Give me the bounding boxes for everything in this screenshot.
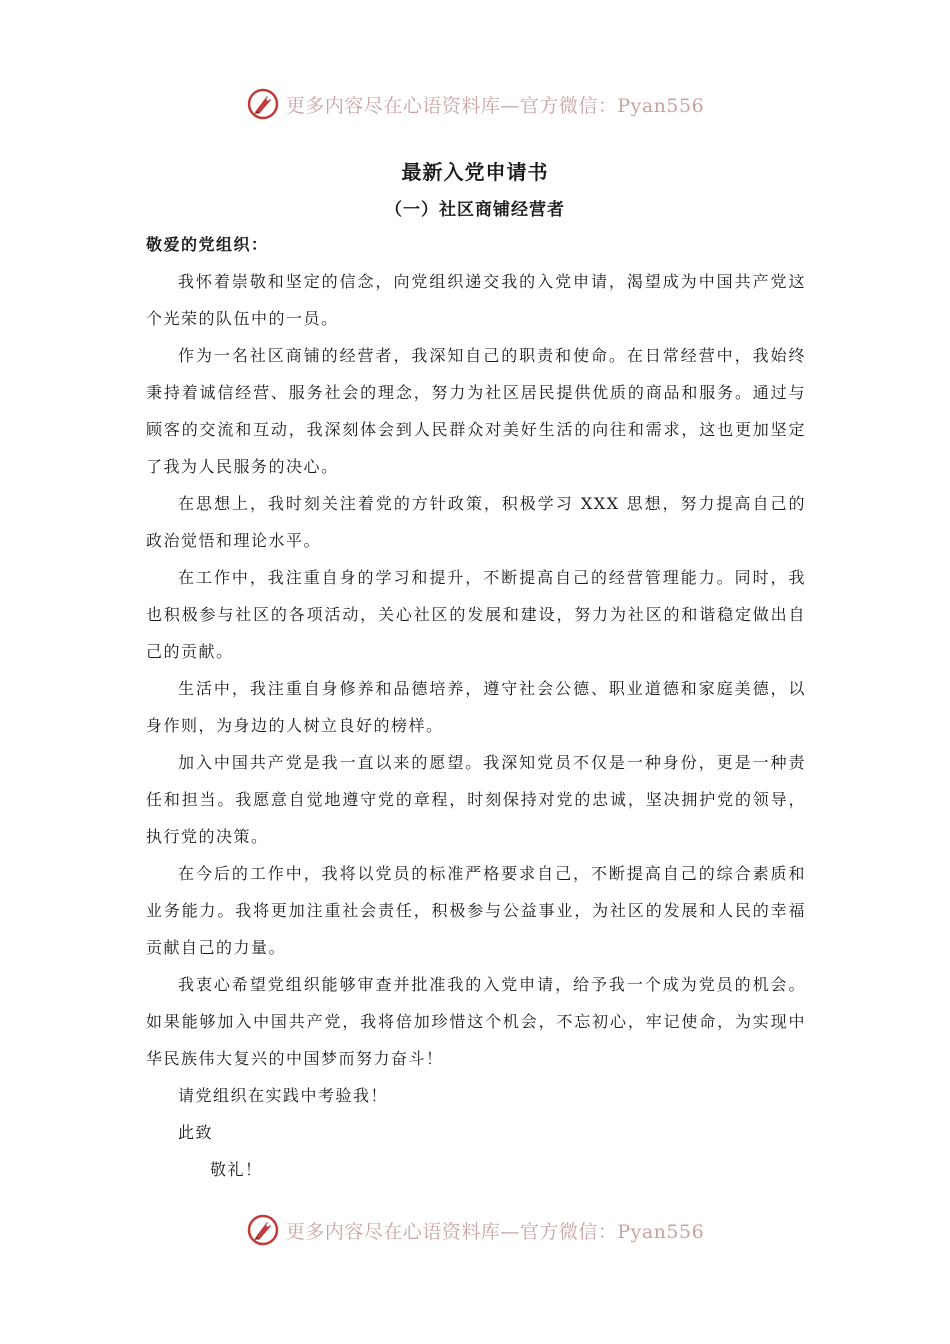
letter-body (146, 226, 806, 1188)
paragraph: 在思想上，我时刻关注着党的方针政策，积极学习 XXX 思想，努力提高自己的政治觉悟和理论水平。 (146, 494, 806, 550)
salutation: 敬爱的党组织： (146, 235, 269, 254)
pen-nib-logo-icon (246, 1213, 280, 1247)
paragraph: 在今后的工作中，我将以党员的标准严格要求自己，不断提高自己的综合素质和业务能力。我将更加注重社会责任，积极参与公益事业，为社区的发展和人民的幸福贡献自己的力量。 (146, 864, 806, 957)
page-title: 最新入党申请书 (401, 160, 549, 184)
closing-cizhi: 此致 (178, 1123, 214, 1142)
closing-jingli: 敬礼！ (210, 1160, 263, 1179)
watermark-text: 更多内容尽在心语资料库—官方微信：Pyan556 (285, 94, 705, 117)
paragraph: 加入中国共产党是我一直以来的愿望。我深知党员不仅是一种身份，更是一种责任和担当。我愿意自觉地遵守党的章程，时刻保持对党的忠诚，坚决拥护党的领导，执行党的决策。 (146, 753, 806, 846)
paragraph: 在工作中，我注重自身的学习和提升，不断提高自己的经营管理能力。同时，我也积极参与社区的各项活动，关心社区的发展和建设，努力为社区的和谐稳定做出自己的贡献。 (146, 568, 806, 661)
watermark-footer (0, 1210, 950, 1250)
pen-nib-logo-icon (246, 87, 280, 121)
paragraph: 生活中，我注重自身修养和品德培养，遵守社会公德、职业道德和家庭美德，以身作则，为身边的人树立良好的榜样。 (146, 679, 806, 735)
watermark-header (0, 84, 950, 124)
page-subtitle: （一）社区商铺经营者 (385, 200, 565, 220)
paragraph: 作为一名社区商铺的经营者，我深知自己的职责和使命。在日常经营中，我始终秉持着诚信经营、服务社会的理念，努力为社区居民提供优质的商品和服务。通过与顾客的交流和互动，我深刻体会到人民群众对美好生活的向往和需求，这也更加坚定了我为人民服务的决心。 (146, 346, 806, 476)
paragraph: 我怀着崇敬和坚定的信念，向党组织递交我的入党申请，渴望成为中国共产党这个光荣的队伍中的一员。 (146, 272, 806, 328)
watermark-text: 更多内容尽在心语资料库—官方微信：Pyan556 (285, 1220, 705, 1243)
paragraph: 请党组织在实践中考验我！ (178, 1086, 389, 1105)
paragraph: 我衷心希望党组织能够审查并批准我的入党申请，给予我一个成为党员的机会。如果能够加入中国共产党，我将倍加珍惜这个机会，不忘初心，牢记使命，为实现中华民族伟大复兴的中国梦而努力奋斗！ (146, 975, 806, 1068)
